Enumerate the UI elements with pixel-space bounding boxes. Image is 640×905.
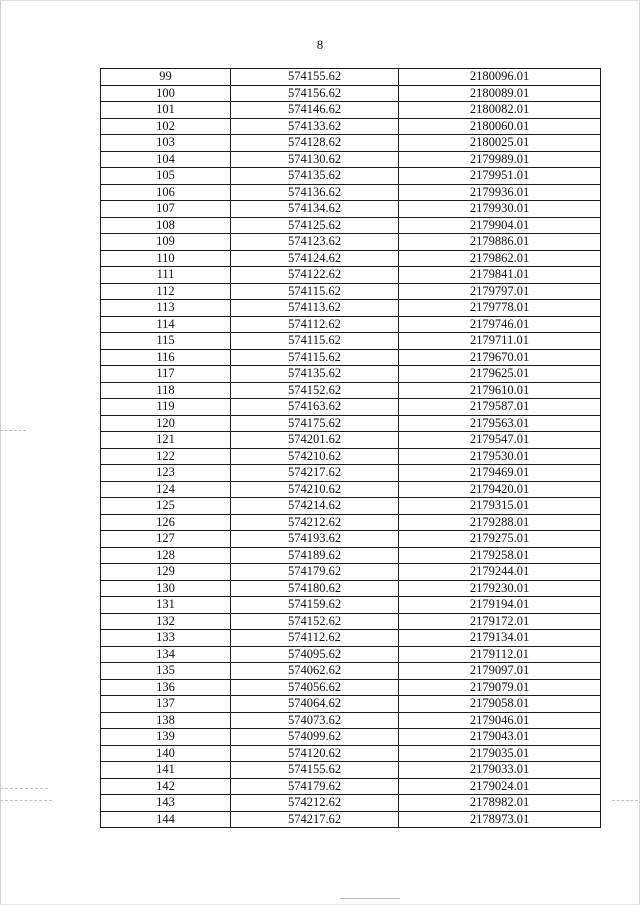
y-coordinate-cell: 2180060.01 — [399, 118, 601, 135]
y-coordinate-cell: 2179587.01 — [399, 399, 601, 416]
table-row — [101, 795, 601, 812]
y-coordinate-cell: 2179172.01 — [399, 613, 601, 630]
y-coordinate-cell: 2180089.01 — [399, 85, 601, 102]
scan-artifact — [0, 788, 48, 789]
x-coordinate-cell: 574073.62 — [231, 712, 399, 729]
table-row — [101, 283, 601, 300]
point-number-cell: 141 — [101, 762, 231, 779]
x-coordinate-cell: 574112.62 — [231, 630, 399, 647]
point-number-cell: 100 — [101, 85, 231, 102]
point-number-cell: 113 — [101, 300, 231, 317]
y-coordinate-cell: 2179711.01 — [399, 333, 601, 350]
y-coordinate-cell: 2179547.01 — [399, 432, 601, 449]
point-number-cell: 107 — [101, 201, 231, 218]
table-row — [101, 580, 601, 597]
y-coordinate-cell: 2179033.01 — [399, 762, 601, 779]
point-number-cell: 120 — [101, 415, 231, 432]
table-row — [101, 465, 601, 482]
point-number-cell: 106 — [101, 184, 231, 201]
point-number-cell: 110 — [101, 250, 231, 267]
table-row — [101, 118, 601, 135]
y-coordinate-cell: 2179904.01 — [399, 217, 601, 234]
x-coordinate-cell: 574062.62 — [231, 663, 399, 680]
table-row — [101, 316, 601, 333]
x-coordinate-cell: 574210.62 — [231, 448, 399, 465]
x-coordinate-cell: 574146.62 — [231, 102, 399, 119]
x-coordinate-cell: 574155.62 — [231, 69, 399, 86]
table-row — [101, 69, 601, 86]
x-coordinate-cell: 574179.62 — [231, 778, 399, 795]
point-number-cell: 136 — [101, 679, 231, 696]
y-coordinate-cell: 2179112.01 — [399, 646, 601, 663]
x-coordinate-cell: 574214.62 — [231, 498, 399, 515]
y-coordinate-cell: 2179315.01 — [399, 498, 601, 515]
x-coordinate-cell: 574179.62 — [231, 564, 399, 581]
y-coordinate-cell: 2180025.01 — [399, 135, 601, 152]
y-coordinate-cell: 2179079.01 — [399, 679, 601, 696]
table-row — [101, 234, 601, 251]
point-number-cell: 104 — [101, 151, 231, 168]
y-coordinate-cell: 2179024.01 — [399, 778, 601, 795]
page-number: 8 — [316, 37, 324, 52]
x-coordinate-cell: 574115.62 — [231, 283, 399, 300]
y-coordinate-cell: 2179989.01 — [399, 151, 601, 168]
point-number-cell: 127 — [101, 531, 231, 548]
point-number-cell: 117 — [101, 366, 231, 383]
y-coordinate-cell: 2179670.01 — [399, 349, 601, 366]
y-coordinate-cell: 2179530.01 — [399, 448, 601, 465]
point-number-cell: 114 — [101, 316, 231, 333]
table-row — [101, 415, 601, 432]
x-coordinate-cell: 574124.62 — [231, 250, 399, 267]
scan-artifact — [0, 800, 52, 801]
y-coordinate-cell: 2179930.01 — [399, 201, 601, 218]
point-number-cell: 133 — [101, 630, 231, 647]
point-number-cell: 101 — [101, 102, 231, 119]
point-number-cell: 130 — [101, 580, 231, 597]
point-number-cell: 125 — [101, 498, 231, 515]
point-number-cell: 122 — [101, 448, 231, 465]
table-row — [101, 382, 601, 399]
x-coordinate-cell: 574130.62 — [231, 151, 399, 168]
x-coordinate-cell: 574115.62 — [231, 349, 399, 366]
x-coordinate-cell: 574115.62 — [231, 333, 399, 350]
point-number-cell: 121 — [101, 432, 231, 449]
x-coordinate-cell: 574212.62 — [231, 795, 399, 812]
table-row — [101, 349, 601, 366]
table-row — [101, 498, 601, 515]
coordinates-table-body — [101, 69, 601, 828]
point-number-cell: 142 — [101, 778, 231, 795]
point-number-cell: 138 — [101, 712, 231, 729]
point-number-cell: 137 — [101, 696, 231, 713]
x-coordinate-cell: 574099.62 — [231, 729, 399, 746]
x-coordinate-cell: 574064.62 — [231, 696, 399, 713]
y-coordinate-cell: 2179563.01 — [399, 415, 601, 432]
point-number-cell: 118 — [101, 382, 231, 399]
y-coordinate-cell: 2179043.01 — [399, 729, 601, 746]
x-coordinate-cell: 574136.62 — [231, 184, 399, 201]
table-row — [101, 184, 601, 201]
point-number-cell: 131 — [101, 597, 231, 614]
table-row — [101, 481, 601, 498]
y-coordinate-cell: 2179244.01 — [399, 564, 601, 581]
y-coordinate-cell: 2179778.01 — [399, 300, 601, 317]
table-row — [101, 696, 601, 713]
x-coordinate-cell: 574113.62 — [231, 300, 399, 317]
y-coordinate-cell: 2179797.01 — [399, 283, 601, 300]
point-number-cell: 132 — [101, 613, 231, 630]
x-coordinate-cell: 574133.62 — [231, 118, 399, 135]
table-row — [101, 745, 601, 762]
x-coordinate-cell: 574112.62 — [231, 316, 399, 333]
x-coordinate-cell: 574135.62 — [231, 168, 399, 185]
table-row — [101, 597, 601, 614]
y-coordinate-cell: 2178982.01 — [399, 795, 601, 812]
point-number-cell: 140 — [101, 745, 231, 762]
table-row — [101, 663, 601, 680]
x-coordinate-cell: 574201.62 — [231, 432, 399, 449]
x-coordinate-cell: 574056.62 — [231, 679, 399, 696]
x-coordinate-cell: 574122.62 — [231, 267, 399, 284]
y-coordinate-cell: 2178973.01 — [399, 811, 601, 828]
point-number-cell: 108 — [101, 217, 231, 234]
table-row — [101, 630, 601, 647]
table-row — [101, 762, 601, 779]
x-coordinate-cell: 574193.62 — [231, 531, 399, 548]
point-number-cell: 112 — [101, 283, 231, 300]
x-coordinate-cell: 574125.62 — [231, 217, 399, 234]
table-row — [101, 448, 601, 465]
table-row — [101, 135, 601, 152]
x-coordinate-cell: 574159.62 — [231, 597, 399, 614]
x-coordinate-cell: 574123.62 — [231, 234, 399, 251]
y-coordinate-cell: 2179046.01 — [399, 712, 601, 729]
x-coordinate-cell: 574210.62 — [231, 481, 399, 498]
x-coordinate-cell: 574128.62 — [231, 135, 399, 152]
y-coordinate-cell: 2179936.01 — [399, 184, 601, 201]
x-coordinate-cell: 574163.62 — [231, 399, 399, 416]
table-row — [101, 811, 601, 828]
table-row — [101, 168, 601, 185]
y-coordinate-cell: 2179841.01 — [399, 267, 601, 284]
y-coordinate-cell: 2179194.01 — [399, 597, 601, 614]
point-number-cell: 134 — [101, 646, 231, 663]
x-coordinate-cell: 574134.62 — [231, 201, 399, 218]
y-coordinate-cell: 2179862.01 — [399, 250, 601, 267]
point-number-cell: 109 — [101, 234, 231, 251]
point-number-cell: 105 — [101, 168, 231, 185]
y-coordinate-cell: 2179288.01 — [399, 514, 601, 531]
y-coordinate-cell: 2179097.01 — [399, 663, 601, 680]
point-number-cell: 119 — [101, 399, 231, 416]
table-row — [101, 85, 601, 102]
y-coordinate-cell: 2179469.01 — [399, 465, 601, 482]
table-row — [101, 432, 601, 449]
x-coordinate-cell: 574152.62 — [231, 613, 399, 630]
table-row — [101, 778, 601, 795]
point-number-cell: 126 — [101, 514, 231, 531]
table-row — [101, 729, 601, 746]
point-number-cell: 129 — [101, 564, 231, 581]
x-coordinate-cell: 574155.62 — [231, 762, 399, 779]
scan-artifact — [340, 898, 400, 899]
point-number-cell: 111 — [101, 267, 231, 284]
y-coordinate-cell: 2179610.01 — [399, 382, 601, 399]
table-row — [101, 531, 601, 548]
point-number-cell: 103 — [101, 135, 231, 152]
x-coordinate-cell: 574217.62 — [231, 811, 399, 828]
y-coordinate-cell: 2179035.01 — [399, 745, 601, 762]
y-coordinate-cell: 2179230.01 — [399, 580, 601, 597]
x-coordinate-cell: 574212.62 — [231, 514, 399, 531]
point-number-cell: 139 — [101, 729, 231, 746]
point-number-cell: 144 — [101, 811, 231, 828]
table-row — [101, 547, 601, 564]
y-coordinate-cell: 2179134.01 — [399, 630, 601, 647]
scan-artifact — [612, 800, 638, 801]
point-number-cell: 124 — [101, 481, 231, 498]
point-number-cell: 116 — [101, 349, 231, 366]
x-coordinate-cell: 574189.62 — [231, 547, 399, 564]
table-row — [101, 267, 601, 284]
y-coordinate-cell: 2179275.01 — [399, 531, 601, 548]
y-coordinate-cell: 2179951.01 — [399, 168, 601, 185]
x-coordinate-cell: 574180.62 — [231, 580, 399, 597]
x-coordinate-cell: 574095.62 — [231, 646, 399, 663]
point-number-cell: 128 — [101, 547, 231, 564]
table-row — [101, 366, 601, 383]
table-row — [101, 201, 601, 218]
y-coordinate-cell: 2180096.01 — [399, 69, 601, 86]
scan-artifact — [0, 430, 26, 431]
table-row — [101, 151, 601, 168]
table-row — [101, 613, 601, 630]
y-coordinate-cell: 2180082.01 — [399, 102, 601, 119]
y-coordinate-cell: 2179886.01 — [399, 234, 601, 251]
y-coordinate-cell: 2179746.01 — [399, 316, 601, 333]
x-coordinate-cell: 574175.62 — [231, 415, 399, 432]
point-number-cell: 115 — [101, 333, 231, 350]
point-number-cell: 143 — [101, 795, 231, 812]
y-coordinate-cell: 2179258.01 — [399, 547, 601, 564]
table-row — [101, 712, 601, 729]
point-number-cell: 135 — [101, 663, 231, 680]
table-row — [101, 679, 601, 696]
x-coordinate-cell: 574217.62 — [231, 465, 399, 482]
x-coordinate-cell: 574135.62 — [231, 366, 399, 383]
y-coordinate-cell: 2179420.01 — [399, 481, 601, 498]
y-coordinate-cell: 2179625.01 — [399, 366, 601, 383]
table-row — [101, 646, 601, 663]
x-coordinate-cell: 574120.62 — [231, 745, 399, 762]
table-row — [101, 564, 601, 581]
point-number-cell: 99 — [101, 69, 231, 86]
table-row — [101, 217, 601, 234]
table-row — [101, 514, 601, 531]
point-number-cell: 123 — [101, 465, 231, 482]
table-row — [101, 102, 601, 119]
coordinates-table — [100, 68, 601, 828]
y-coordinate-cell: 2179058.01 — [399, 696, 601, 713]
table-row — [101, 333, 601, 350]
x-coordinate-cell: 574152.62 — [231, 382, 399, 399]
x-coordinate-cell: 574156.62 — [231, 85, 399, 102]
point-number-cell: 102 — [101, 118, 231, 135]
table-row — [101, 250, 601, 267]
table-row — [101, 300, 601, 317]
table-row — [101, 399, 601, 416]
